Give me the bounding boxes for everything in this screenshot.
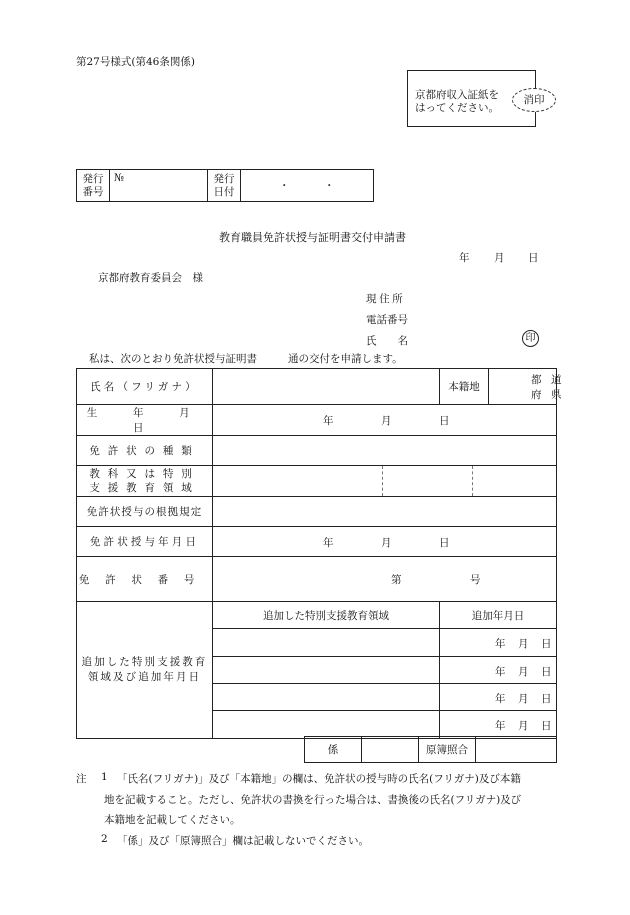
cancel-seal-text: 消印 xyxy=(523,94,545,106)
issue-date-field[interactable] xyxy=(241,170,374,202)
subject-field-3[interactable] xyxy=(473,466,557,497)
application-table xyxy=(76,368,562,739)
license-number-label: 免許状番号 xyxy=(77,557,213,602)
grant-date-label: 免許状授与年月日 xyxy=(77,527,213,557)
stamp-instruction-2: はってください。 xyxy=(415,102,499,114)
birth-month: 月 xyxy=(381,415,392,427)
subject-field-1[interactable] xyxy=(213,466,383,497)
added-date-field[interactable]: 年 月 日 xyxy=(440,657,557,684)
request-text-2: 通の交付を申請します。 xyxy=(288,353,403,365)
addressee: 京都府教育委員会 様 xyxy=(98,272,203,284)
license-number-suffix: 号 xyxy=(470,574,481,586)
birth-day: 日 xyxy=(439,415,450,427)
added-area-field[interactable] xyxy=(213,629,440,657)
added-area-field[interactable] xyxy=(213,657,440,684)
added-area-label: 追加した特別支援教育 領域及び追加年月日 xyxy=(77,602,213,739)
application-year: 年 xyxy=(459,252,470,264)
genbo-field xyxy=(476,737,557,763)
birth-date-label: 生 年 月 日 xyxy=(77,405,213,436)
birth-date-field[interactable] xyxy=(213,405,557,436)
note-1-line-2: 地を記載すること。ただし、免許状の書換を行った場合は、書換後の氏名(フリガナ)及び xyxy=(104,794,522,806)
form-number: 第27号様式(第46条関係) xyxy=(76,56,195,68)
todofuken-do: 道 xyxy=(551,374,562,386)
license-type-field[interactable] xyxy=(213,436,557,466)
date-separator-2: ・ xyxy=(324,180,335,192)
todofuken-fu: 府 xyxy=(531,389,542,401)
issue-number-field[interactable] xyxy=(110,170,208,202)
cancel-seal-oval xyxy=(512,88,556,112)
application-day: 日 xyxy=(528,252,539,264)
issue-box xyxy=(76,169,374,202)
stamp-instruction-1: 京都府収入証紙を xyxy=(415,89,499,101)
honseki-field[interactable] xyxy=(489,369,562,404)
added-area-header: 追加した特別支援教育領域 xyxy=(213,602,440,629)
address-label: 現住所 xyxy=(366,293,406,305)
name-furigana-label: 氏名（フリガナ） xyxy=(77,369,213,405)
seal-mark: 印 xyxy=(522,330,539,347)
number-prefix: № xyxy=(114,172,124,184)
grant-year: 年 xyxy=(323,537,334,549)
kakari-label: 係 xyxy=(305,737,362,763)
issue-number-label: 発行 番号 xyxy=(77,170,110,202)
added-area-field[interactable] xyxy=(213,711,440,739)
notes-prefix: 注 xyxy=(76,773,87,785)
added-date-field[interactable]: 年 月 日 xyxy=(440,629,557,657)
application-month: 月 xyxy=(494,252,505,264)
issue-date-label: 発行 日付 xyxy=(208,170,241,202)
basis-label: 免許状授与の根拠規定 xyxy=(77,497,213,527)
honseki-cell xyxy=(440,369,562,405)
phone-label: 電話番号 xyxy=(366,314,408,326)
office-use-row xyxy=(304,736,557,763)
added-date-field[interactable]: 年 月 日 xyxy=(440,684,557,711)
kakari-field xyxy=(362,737,419,763)
added-area-field[interactable] xyxy=(213,684,440,711)
todofuken-ken: 県 xyxy=(551,389,562,401)
birth-year: 年 xyxy=(323,415,334,427)
added-date-field[interactable]: 年 月 日 xyxy=(440,711,557,739)
basis-field[interactable] xyxy=(213,497,557,527)
note-1-line-1: 「氏名(フリガナ)」及び「本籍地」の欄は、免許状の授与時の氏名(フリガナ)及び本籍 xyxy=(117,773,521,785)
license-type-label: 免許状の種類 xyxy=(77,436,213,466)
note-2-number: 2 xyxy=(101,833,108,845)
note-1-number: 1 xyxy=(101,771,108,783)
subject-label: 教科又は特別 支援教育領域 xyxy=(77,466,213,497)
grant-day: 日 xyxy=(439,537,450,549)
todofuken-to: 都 xyxy=(531,374,542,386)
license-number-prefix: 第 xyxy=(391,574,402,586)
grant-date-field[interactable] xyxy=(213,527,557,557)
note-1-line-3: 本籍地を記載してください。 xyxy=(104,814,241,826)
added-date-header: 追加年月日 xyxy=(440,602,557,629)
name-label: 氏 名 xyxy=(366,335,408,347)
name-furigana-field[interactable] xyxy=(213,369,440,405)
subject-field-2[interactable] xyxy=(383,466,473,497)
grant-month: 月 xyxy=(381,537,392,549)
honseki-label: 本籍地 xyxy=(440,369,489,404)
date-separator-1: ・ xyxy=(279,180,290,192)
note-2-text: 「係」及び「原簿照合」欄は記載しないでください。 xyxy=(117,835,369,847)
request-text-1: 私は、次のとおり免許状授与証明書 xyxy=(89,353,257,365)
genbo-label: 原簿照合 xyxy=(419,737,476,763)
form-title: 教育職員免許状授与証明書交付申請書 xyxy=(219,231,406,244)
license-number-field[interactable] xyxy=(213,557,557,602)
